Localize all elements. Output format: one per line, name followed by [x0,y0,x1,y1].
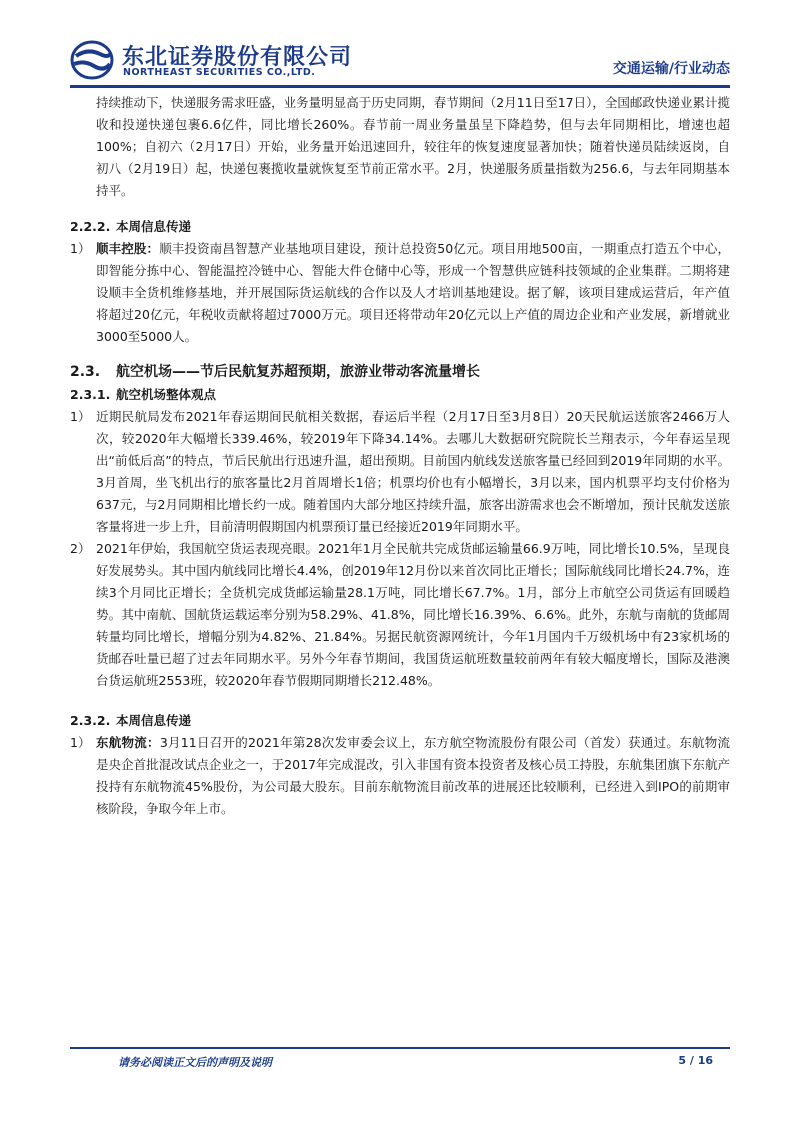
list-keyword: 顺丰控股： [96,241,160,256]
list-number: 2） [70,541,91,556]
intro-paragraph: 持续推动下，快递服务需求旺盛，业务量明显高于历史同期，春节期间（2月11日至17日），全国邮政快递业累计揽收和投递快递包裹6.6亿件，同比增长260%。春节前一周业务量虽呈下降趋势，但与去年同期相比，增速也超100%；自初六（2月17日）开始，业务量开始迅速回升，较往年的恢复速度显著加快；随着快递员陆续返岗，自初八（2月19日）起，快递包裹揽收量就恢复至节前正常水平。2月，快递服务质量指数为256.6，与去年同期基本持平。 [96,95,730,198]
list-number: 1） [70,735,91,750]
industry-tag: 交通运输/行业动态 [612,61,730,77]
company-logo-icon [70,40,114,80]
section-title: 本周信息传递 [116,219,192,234]
section-number: 2.2.2. [70,219,111,234]
footer-disclaimer: 请务必阅读正文后的声明及说明 [118,1056,272,1069]
footer-divider [70,1047,730,1049]
list-item [70,732,730,820]
list-number: 1） [70,241,91,256]
page-number: 5 / 16 [678,1054,713,1067]
page-header [70,38,730,88]
section-title: 航空机场——节后民航复苏超预期，旅游业带动客流量增长 [116,364,480,380]
list-text: 顺丰投资南昌智慧产业基地项目建设，预计总投资50亿元。项目用地500亩，一期重点打造五个中心，即智能分拣中心、智能温控冷链中心、智能大件仓储中心等，形成一个智慧供应链科技领域的企业集群。二期将建设顺丰全货机维修基地，并开展国际货运航线的合作以及人才培训基地建设。据了解，该项目建成运营后，年产值将超过20亿元，年税收贡献将超过7000万元。项目还将带动年20亿元以上产值的周边企业和产业发展，新增就业3000至5000人。 [96,241,730,344]
list-keyword: 东航物流： [96,735,160,750]
list-item [70,238,730,348]
section-heading-2-3-1 [70,384,730,406]
list-text: 近期民航局发布2021年春运期间民航相关数据，春运后半程（2月17日至3月8日）20天民航运送旅客2466万人次，较2020年大幅增长339.46%，较2019年下降34.14%。去哪儿大数据研究院院长兰翔表示，今年春运呈现出“前低后高”的特点，节后民航出行迅速升温，超出预期。目前国内航线发送旅客量已经回到2019年同期的水平。3月首周，坐飞机出行的旅客量比2月首周增长1倍；机票均价也有小幅增长，3月以来，国内机票平均支付价格为637元，与2月同期相比增长约一成。随着国内大部分地区持续升温，旅客出游需求也会不断增加，预计民航发送旅客量将进一步上升，目前清明假期国内机票预订量已经接近2019年同期水平。 [96,409,730,534]
section-heading-2-2-2 [70,216,730,238]
main-content [70,92,730,820]
list-text: 3月11日召开的2021年第28次发审委会议上，东方航空物流股份有限公司（首发）获通过。东航物流是央企首批混改试点企业之一，于2017年完成混改，引入非国有资本投资者及核心员工持股，东航集团旗下东航产投持有东航物流45%股份，为公司最大股东。目前东航物流目前改革的进展还比较顺利，已经进入到IPO的前期审核阶段，争取今年上市。 [96,735,730,816]
section-number: 2.3.1. [70,387,111,402]
list-number: 1） [70,409,91,424]
list-item [70,538,730,692]
section-number: 2.3.2. [70,713,111,728]
header-divider [70,85,730,88]
list-item [70,406,730,538]
section-heading-2-3 [70,360,730,384]
brand-name-en: NORTHEAST SECURITIES CO.,LTD. [123,67,316,78]
section-number: 2.3. [70,364,101,380]
section-title: 本周信息传递 [116,713,192,728]
section-heading-2-3-2 [70,710,730,732]
brand-name-cn: 东北证券股份有限公司 [122,45,353,70]
list-text: 2021年伊始，我国航空货运表现亮眼。2021年1月全民航共完成货邮运输量66.9万吨，同比增长10.5%，呈现良好发展势头。其中国内航线同比增长4.4%，创2019年12月份以来首次同比正增长；国际航线同比增长24.7%，连续3个月同比正增长；全货机完成货邮运输量28.1万吨，同比增长67.7%。1月，部分上市航空公司货运有回暖趋势。其中南航、国航货运载运率分别为58.29%、41.8%，同比增长16.39%、6.6%。此外，东航与南航的货邮周转量均同比增长，增幅分别为4.82%、21.84%。另据民航资源网统计，今年1月国内千万级机场中有23家机场的货邮吞吐量已超了过去年同期水平。另外今年春节期间，我国货运航班数量较前两年有较大幅度增长，国际及港澳台货运航班2553班，较2020年春节假期同期增长212.48%。 [96,541,730,688]
section-title: 航空机场整体观点 [116,387,217,402]
